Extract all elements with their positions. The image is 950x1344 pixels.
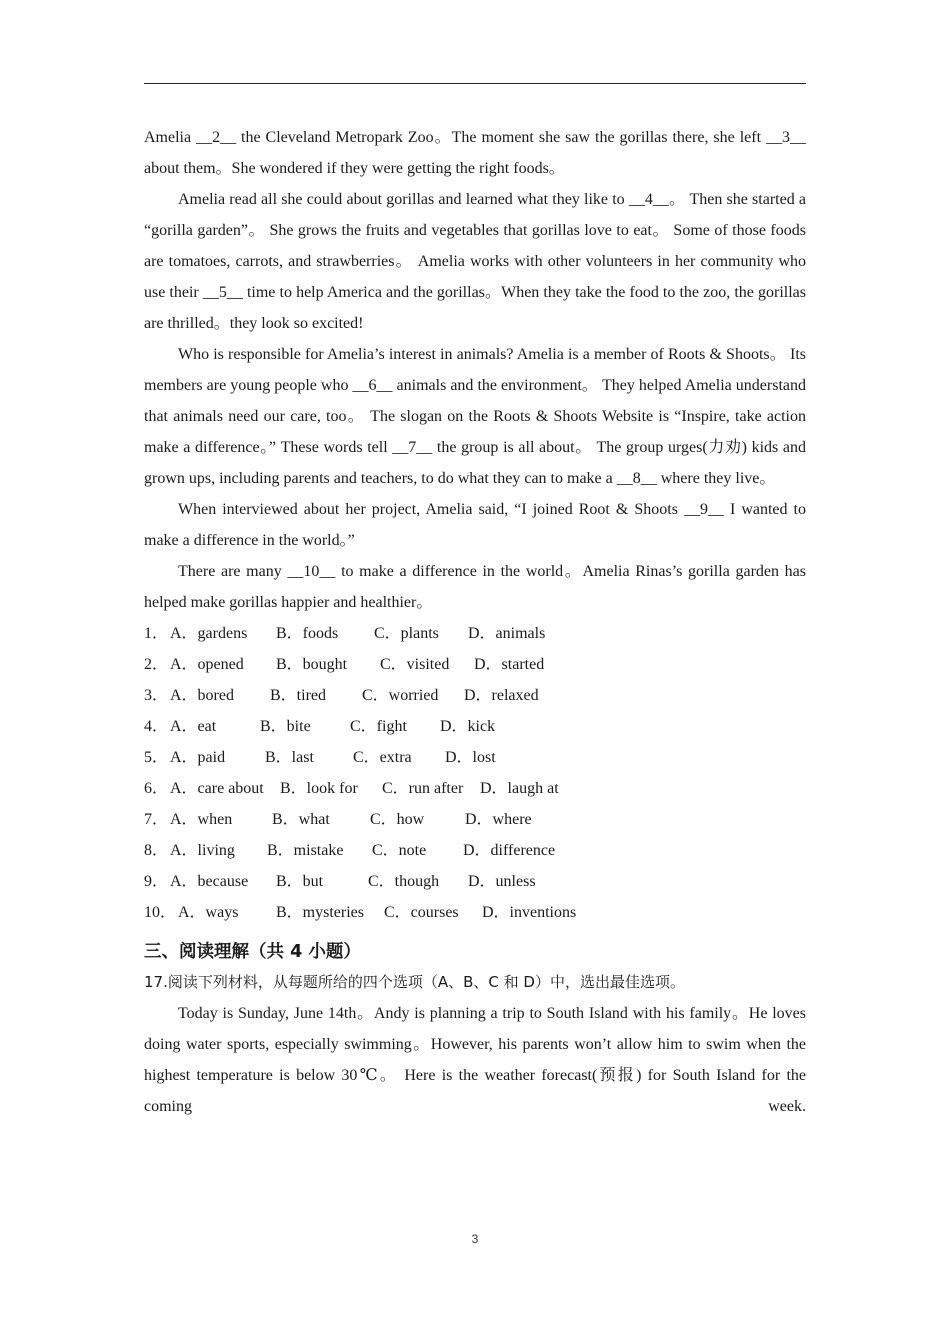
- question-number: 9．: [144, 873, 169, 890]
- option-b: B．mysteries: [276, 904, 364, 921]
- option-c: C．run after: [382, 780, 464, 797]
- option-d: D．relaxed: [464, 687, 539, 704]
- option-a: A．because: [170, 873, 249, 890]
- option-b: B．what: [272, 811, 330, 828]
- option-a: A．eat: [170, 718, 217, 735]
- option-d: D．started: [474, 656, 545, 673]
- option-c: C．though: [368, 873, 440, 890]
- option-d: D．animals: [468, 625, 546, 642]
- question-row: [144, 680, 806, 711]
- question-row: [144, 773, 806, 804]
- option-b: B．mistake: [267, 842, 344, 859]
- question-row: [144, 897, 806, 928]
- option-d: D．laugh at: [480, 780, 559, 797]
- reading-passage: Today is Sunday, June 14th。Andy is planning a trip to South Island with his family。He loves doing water sports, especially swimming。However, his parents won’t allow him to swim when the highest temperature is below 30℃。 Here is the weather forecast(预报) for South Island for the coming week.: [144, 1005, 807, 1115]
- question-row: [144, 649, 806, 680]
- option-a: A．bored: [170, 687, 234, 704]
- passage-paragraph-4: When interviewed about her project, Amelia said, “I joined Root & Shoots __9__ I wanted to make a difference in the world。”: [144, 501, 806, 549]
- option-c: C．plants: [374, 625, 439, 642]
- option-a: A．opened: [170, 656, 244, 673]
- question-row: [144, 804, 806, 835]
- option-c: C．how: [370, 811, 425, 828]
- question-number: 6．: [144, 780, 169, 797]
- option-b: B．but: [276, 873, 324, 890]
- passage-paragraph-1: Amelia __2__ the Cleveland Metropark Zoo。The moment she saw the gorillas there, she left __3__ about them。She wondered if they were getting the right foods。: [144, 129, 806, 177]
- page-content: [144, 122, 806, 1122]
- page-number: 3: [471, 1232, 479, 1246]
- question-row: [144, 866, 806, 897]
- question-row: [144, 618, 806, 649]
- passage-paragraph-3: Who is responsible for Amelia’s interest in animals? Amelia is a member of Roots & Shoots。 Its members are young people who __6__ animals and the environment。 They helped Amelia understand that animals need our care, too。 The slogan on the Roots & Shoots Website is “Inspire, take action make a difference。” These words tell __7__ the group is all about。 The group urges(力劝) kids and grown ups, including parents and teachers, to do what they can to make a __8__ where they live。: [144, 346, 806, 487]
- question-number: 1．: [144, 625, 169, 642]
- option-b: B．look for: [280, 780, 358, 797]
- option-b: B．bought: [276, 656, 348, 673]
- question-row: [144, 711, 806, 742]
- question-number: 8．: [144, 842, 169, 859]
- cloze-options: [144, 618, 806, 928]
- question-instruction: 17.阅读下列材料，从每题所给的四个选项（A、B、C 和 D）中，选出最佳选项。: [144, 973, 685, 991]
- option-b: B．bite: [260, 718, 311, 735]
- option-d: D．where: [465, 811, 532, 828]
- option-c: C．courses: [384, 904, 459, 921]
- option-a: A．paid: [170, 749, 226, 766]
- header-rule: [144, 83, 806, 84]
- option-d: D．kick: [440, 718, 496, 735]
- question-number: 5．: [144, 749, 169, 766]
- option-a: A．living: [170, 842, 235, 859]
- option-c: C．worried: [362, 687, 439, 704]
- option-b: B．tired: [270, 687, 326, 704]
- option-b: B．last: [265, 749, 314, 766]
- option-a: A．when: [170, 811, 233, 828]
- section-heading: 三、阅读理解（共 4 小题）: [144, 942, 361, 962]
- question-number: 10．: [144, 904, 177, 921]
- option-d: D．unless: [468, 873, 536, 890]
- option-c: C．note: [372, 842, 427, 859]
- option-b: B．foods: [276, 625, 339, 642]
- option-c: C．extra: [353, 749, 412, 766]
- question-number: 3．: [144, 687, 169, 704]
- question-row: [144, 742, 806, 773]
- question-number: 4．: [144, 718, 169, 735]
- option-d: D．lost: [445, 749, 496, 766]
- option-c: C．fight: [350, 718, 407, 735]
- passage-paragraph-2: Amelia read all she could about gorillas and learned what they like to __4__。 Then she started a “gorilla garden”。 She grows the fruits and vegetables that gorillas love to eat。 Some of those foods are tomatoes, carrots, and strawberries。 Amelia works with other volunteers in her community who use their __5__ time to help America and the gorillas。When they take the food to the zoo, the gorillas are thrilled。they look so excited!: [144, 191, 806, 332]
- option-a: A．ways: [178, 904, 239, 921]
- question-row: [144, 835, 806, 866]
- option-a: A．care about: [170, 780, 264, 797]
- option-d: D．difference: [463, 842, 556, 859]
- option-d: D．inventions: [482, 904, 577, 921]
- question-number: 2．: [144, 656, 169, 673]
- question-number: 7．: [144, 811, 169, 828]
- option-c: C．visited: [380, 656, 450, 673]
- passage-paragraph-5: There are many __10__ to make a difference in the world。Amelia Rinas’s gorilla garden has helped make gorillas happier and healthier。: [144, 563, 806, 611]
- option-a: A．gardens: [170, 625, 248, 642]
